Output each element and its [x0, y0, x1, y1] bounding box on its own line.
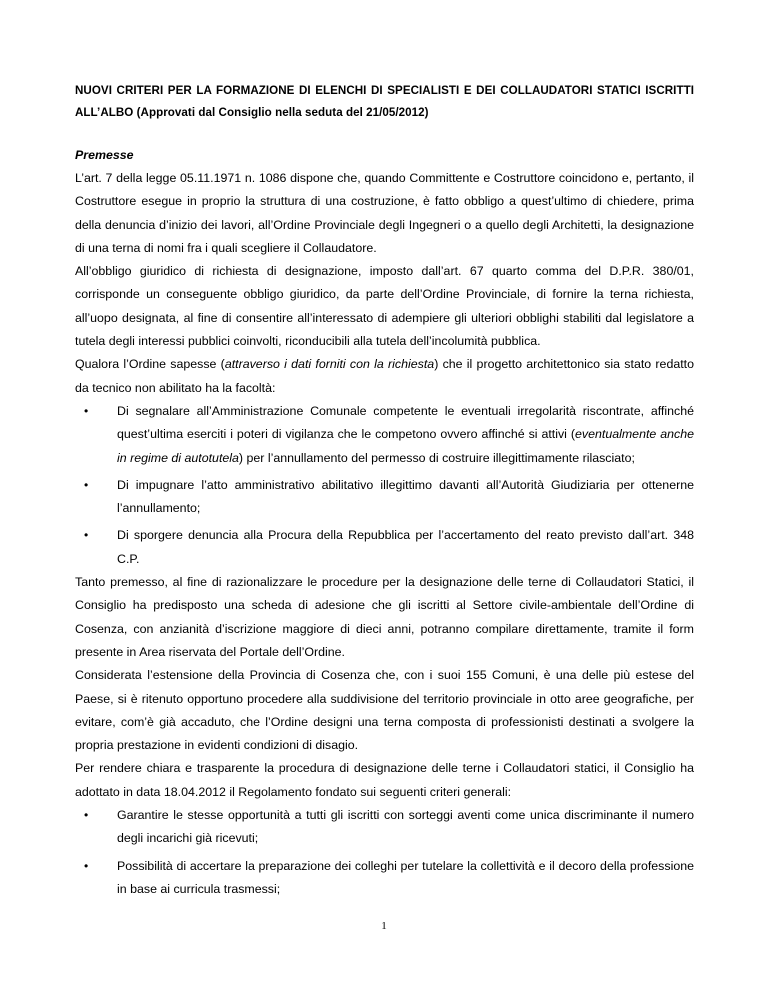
list-item-italic: eventualmente anche in regime di autotutela [117, 427, 694, 465]
document-page [75, 80, 694, 905]
list-item-text: Di impugnare l’atto amministrativo abilitativo illegittimo davanti all’Autorità Giudiziaria per ottenerne l’annullamento; [117, 477, 694, 516]
list-item-text: Possibilità di accertare la preparazione dei colleghi per tutelare la collettività e il decoro della professione in base ai curricula trasmessi; [117, 858, 694, 896]
list-item [75, 524, 694, 571]
bullet-icon: • [84, 858, 89, 873]
list-item-text: Garantire le stesse opportunità a tutti gli iscritti con sorteggi aventi come unica discriminante il numero degli incarichi già ricevuti; [117, 808, 694, 846]
paragraph-6: Per rendere chiara e trasparente la procedura di designazione delle terne i Collaudatori statici, il Consiglio ha adottato in data 18.04.2012 il Regolamento fondato sui seguenti criteri generali: [75, 761, 694, 799]
criteria-list [75, 804, 694, 901]
list-item-text-b: ) per l’annullamento del permesso di costruire illegittimamente rilasciato; [238, 450, 635, 465]
paragraph-1: L’art. 7 della legge 05.11.1971 n. 1086 dispone che, quando Committente e Costruttore coincidono e, pertanto, il Costruttore esegue in proprio la struttura di una costruzione, è fatto obbligo a quest’ultimo di chiedere, prima della denuncia d’inizio dei lavori, all’Ordine Provinciale degli Ingegneri o a quello degli Architetti, la designazione di una terna di nomi fra i quali scegliere il Collaudatore. [75, 171, 694, 255]
list-item [75, 400, 694, 470]
list-item-text-a: Di segnalare all’Amministrazione Comunale competente le eventuali irregolarità riscontrate, affinché quest’ultima eserciti i poteri di vigilanza che le competono ovvero affinché si attivi ( [117, 403, 694, 442]
bullet-icon: • [84, 477, 89, 492]
page-number: 1 [381, 920, 387, 932]
paragraph-3-text-a: Qualora l’Ordine sapesse ( [75, 357, 225, 372]
paragraph-3 [75, 353, 694, 400]
paragraph-3-text-b: ) che il progetto architettonico sia stato redatto da tecnico non abilitato ha la facoltà: [75, 357, 694, 395]
faculty-list [75, 400, 694, 571]
section-heading: Premesse [75, 148, 134, 162]
paragraph-2: All’obbligo giuridico di richiesta di designazione, imposto dall’art. 67 quarto comma del D.P.R. 380/01, corrisponde un conseguente obbligo giuridico, da parte dell’Ordine Provinciale, di fornire la terna richiesta, all’uopo designata, al fine di consentire all’interessato di adempiere gli ulteriori obblighi stabiliti dal legislatore a tutela degli interessi pubblici coinvolti, riconducibili alla tutela dell’incolumità pubblica. [75, 264, 694, 349]
list-item-text: Di sporgere denuncia alla Procura della Repubblica per l’accertamento del reato previsto dall’art. 348 C.P. [117, 528, 694, 566]
paragraph-4: Tanto premesso, al fine di razionalizzare le procedure per la designazione delle terne di Collaudatori Statici, il Consiglio ha predisposto una scheda di adesione che gli iscritti al Settore civile-ambientale dell’Ordine di Cosenza, con anzianità d’iscrizione maggiore di dieci anni, potranno compilare direttamente, tramite il form presente in Area riservata del Portale dell’Ordine. [75, 575, 694, 659]
list-item [75, 855, 694, 902]
document-title: NUOVI CRITERI PER LA FORMAZIONE DI ELENCHI DI SPECIALISTI E DEI COLLAUDATORI STATICI ISCRITTI ALL’ALBO (Approvati dal Consiglio nella seduta del 21/05/2012) [75, 84, 694, 119]
bullet-icon: • [84, 403, 89, 418]
list-item [75, 474, 694, 521]
list-item [75, 804, 694, 851]
paragraph-5: Considerata l’estensione della Provincia di Cosenza che, con i suoi 155 Comuni, è una delle più estese del Paese, si è ritenuto opportuno procedere alla suddivisione del territorio provinciale in otto aree geografiche, per evitare, com’è già accaduto, che l’Ordine designi una terna composta di professionisti destinati a svolgere la propria prestazione in evidenti condizioni di disagio. [75, 668, 694, 753]
bullet-icon: • [84, 808, 89, 823]
paragraph-3-italic: attraverso i dati forniti con la richiesta [224, 357, 435, 372]
bullet-icon: • [84, 528, 89, 543]
